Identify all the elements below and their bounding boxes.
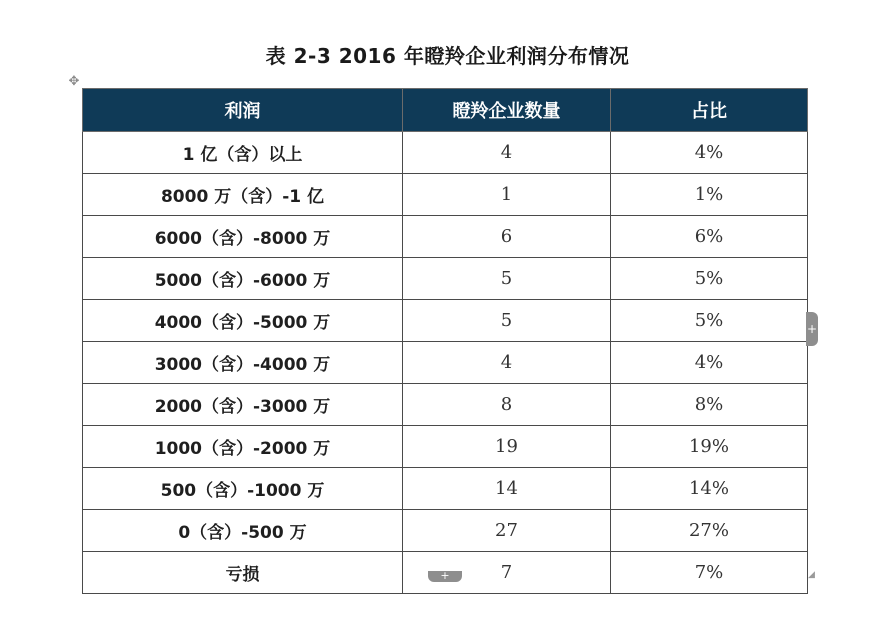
table-row (83, 258, 808, 300)
column-header-share[interactable]: 占比 (611, 89, 808, 132)
share-cell[interactable]: 1% (611, 174, 808, 216)
table-row (83, 216, 808, 258)
share-cell[interactable]: 4% (611, 132, 808, 174)
profit-range-cell[interactable]: 1000（含）-2000 万 (83, 426, 403, 468)
column-header-profit[interactable]: 利润 (83, 89, 403, 132)
profit-range-cell[interactable]: 2000（含）-3000 万 (83, 384, 403, 426)
count-cell[interactable]: 8 (403, 384, 611, 426)
table-move-handle-icon[interactable]: ✥ (68, 74, 80, 89)
count-cell[interactable]: 6 (403, 216, 611, 258)
share-cell[interactable]: 4% (611, 342, 808, 384)
profit-range-cell[interactable]: 6000（含）-8000 万 (83, 216, 403, 258)
profit-range-cell[interactable]: 亏损 (83, 552, 403, 594)
profit-range-cell[interactable]: 8000 万（含）-1 亿 (83, 174, 403, 216)
count-cell[interactable]: 27 (403, 510, 611, 552)
table-row (83, 468, 808, 510)
table-title: 表 2-3 2016 年瞪羚企业利润分布情况 (265, 44, 630, 68)
share-cell[interactable]: 8% (611, 384, 808, 426)
profit-range-cell[interactable]: 5000（含）-6000 万 (83, 258, 403, 300)
count-cell[interactable]: 19 (403, 426, 611, 468)
count-cell[interactable]: 14 (403, 468, 611, 510)
count-cell[interactable]: 1 (403, 174, 611, 216)
column-header-count[interactable]: 瞪羚企业数量 (403, 89, 611, 132)
share-cell[interactable]: 5% (611, 300, 808, 342)
add-row-icon[interactable]: + (428, 571, 462, 582)
table-header-row (83, 89, 808, 132)
table-resize-icon[interactable]: ◢ (808, 570, 815, 580)
count-cell[interactable]: 4 (403, 132, 611, 174)
count-cell[interactable]: 5 (403, 300, 611, 342)
share-cell[interactable]: 6% (611, 216, 808, 258)
table-row (83, 510, 808, 552)
table-row (83, 342, 808, 384)
table-row (83, 384, 808, 426)
profit-range-cell[interactable]: 4000（含）-5000 万 (83, 300, 403, 342)
table-row (83, 300, 808, 342)
table-row (83, 174, 808, 216)
count-cell[interactable]: 4 (403, 342, 611, 384)
add-column-icon[interactable]: + (806, 312, 818, 346)
share-cell[interactable]: 19% (611, 426, 808, 468)
share-cell[interactable]: 5% (611, 258, 808, 300)
table-row (83, 426, 808, 468)
profit-distribution-table (82, 88, 808, 594)
profit-range-cell[interactable]: 0（含）-500 万 (83, 510, 403, 552)
count-cell[interactable]: 7 (403, 552, 611, 594)
count-cell[interactable]: 5 (403, 258, 611, 300)
profit-range-cell[interactable]: 1 亿（含）以上 (83, 132, 403, 174)
profit-range-cell[interactable]: 500（含）-1000 万 (83, 468, 403, 510)
table-row (83, 132, 808, 174)
profit-range-cell[interactable]: 3000（含）-4000 万 (83, 342, 403, 384)
share-cell[interactable]: 27% (611, 510, 808, 552)
share-cell[interactable]: 7% (611, 552, 808, 594)
share-cell[interactable]: 14% (611, 468, 808, 510)
